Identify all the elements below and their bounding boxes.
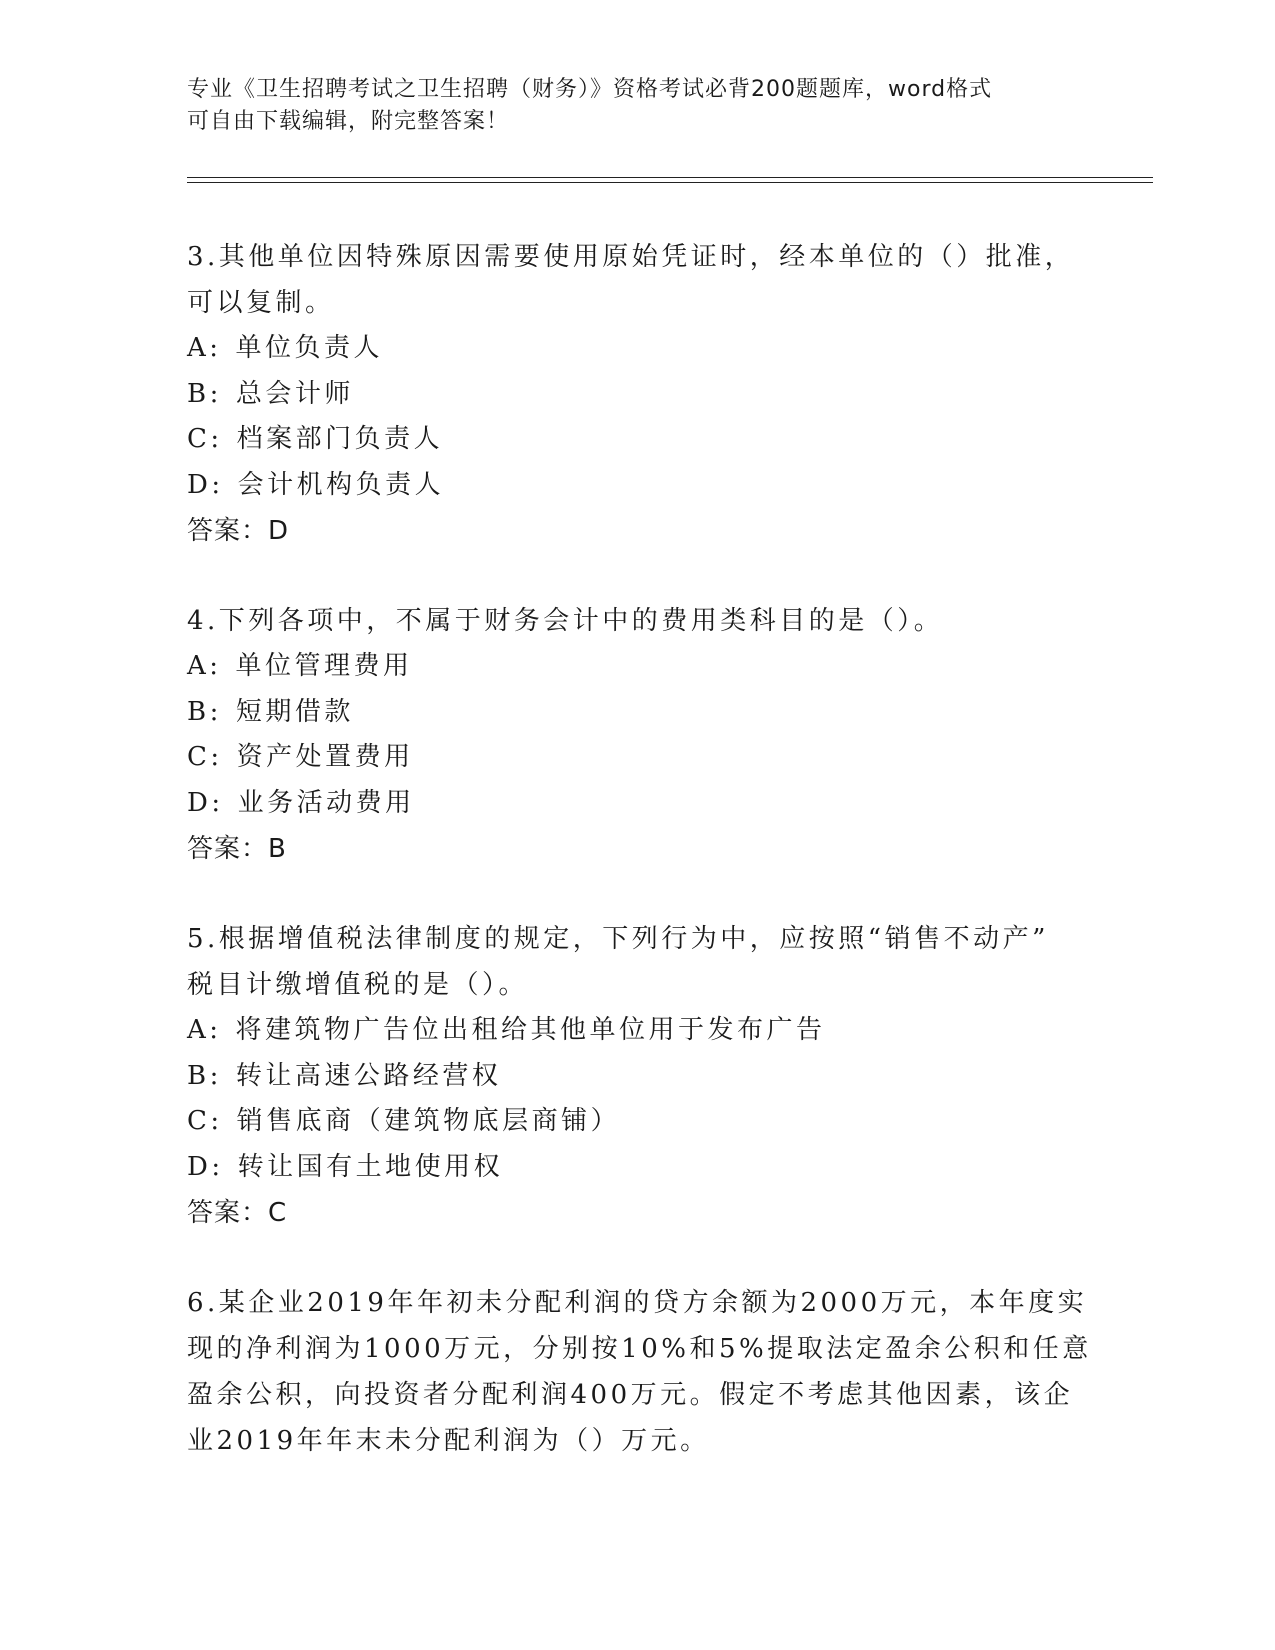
question-text-line: 盈余公积，向投资者分配利润400万元。假定不考虑其他因素，该企 [187,1380,1074,1410]
option-text: 资产处置费用 [236,742,414,772]
option-d [187,463,1087,509]
header-line-1: 专业《卫生招聘考试之卫生招聘（财务）》资格考试必背200题题库，word格式 [187,77,993,102]
option-a [187,1008,1087,1054]
option-a [187,326,1087,372]
question-4 [187,598,1087,872]
question-text-line: 可以复制。 [187,288,335,318]
spacer [187,872,1087,916]
option-b [187,372,1087,418]
option-b [187,690,1087,736]
option-text: 转让高速公路经营权 [235,1060,502,1091]
option-key: B: [187,696,222,727]
option-text: 转让国有土地使用权 [237,1151,504,1182]
question-5 [187,916,1087,1236]
option-key: C: [187,742,223,772]
option-text: 总会计师 [235,378,354,409]
option-c [187,735,1087,781]
option-key: B: [187,378,222,409]
option-c [187,1099,1087,1145]
header-divider-top [187,177,1153,178]
option-key: C: [187,424,223,454]
option-key: A: [187,651,222,681]
question-text-line: 6.某企业2019年年初未分配利润的贷方余额为2000万元，本年度实 [187,1288,1088,1318]
option-d [187,781,1087,827]
option-key: C: [187,1106,223,1136]
header-line-2: 可自由下载编辑，附完整答案！ [187,109,510,134]
header-divider-bottom [187,182,1153,183]
answer-line: 答案：B [187,834,287,864]
question-text-line: 3.其他单位因特殊原因需要使用原始凭证时，经本单位的（）批准， [187,242,1075,272]
document-header [187,74,1087,138]
question-list [187,234,1092,1464]
option-key: D: [187,469,224,500]
option-c [187,417,1087,463]
question-text-line: 业2019年年末未分配利润为（）万元。 [187,1426,710,1456]
question-3 [187,234,1087,554]
question-text-line: 5.根据增值税法律制度的规定，下列行为中，应按照“销售不动产” [187,924,1049,954]
option-text: 将建筑物广告位出租给其他单位用于发布广告 [235,1015,826,1045]
option-text: 单位负责人 [235,333,384,363]
option-text: 业务活动费用 [237,787,415,818]
option-key: D: [187,1151,224,1182]
option-key: A: [187,1015,222,1045]
answer-line: 答案：D [187,516,290,546]
option-key: D: [187,787,224,818]
question-text-line: 4.下列各项中，不属于财务会计中的费用类科目的是（）。 [187,606,944,636]
spacer [187,1236,1087,1280]
spacer [187,554,1087,598]
option-text: 会计机构负责人 [237,469,445,500]
answer-line: 答案：C [187,1198,288,1228]
option-text: 短期借款 [235,696,354,727]
question-text-line: 税目计缴增值税的是（）。 [187,970,529,1000]
question-6 [187,1280,1092,1464]
option-a [187,644,1087,690]
option-text: 销售底商（建筑物底层商铺） [236,1106,621,1136]
option-d [187,1145,1087,1191]
option-text: 单位管理费用 [235,651,413,681]
option-key: B: [187,1060,222,1091]
option-b [187,1054,1087,1100]
question-text-line: 现的净利润为1000万元，分别按10%和5%提取法定盈余公积和任意 [187,1334,1092,1364]
option-text: 档案部门负责人 [236,424,444,454]
option-key: A: [187,333,222,363]
